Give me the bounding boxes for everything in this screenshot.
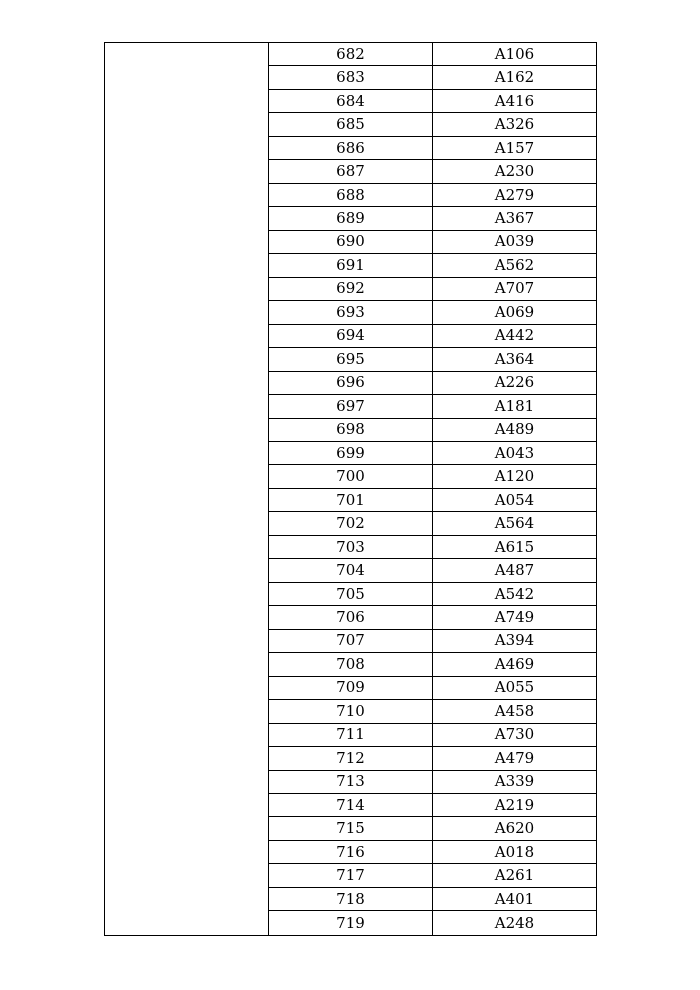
row-code-cell: A442 (494, 326, 535, 345)
table-row (269, 747, 596, 770)
row-code-cell: A069 (494, 302, 535, 321)
table-row (269, 395, 596, 418)
row-number-cell: 703 (269, 536, 433, 558)
row-code-cell: A157 (494, 138, 535, 157)
table-row (269, 184, 596, 207)
row-number-cell: 694 (269, 325, 433, 347)
table-row (269, 254, 596, 277)
row-number-cell: 685 (269, 113, 433, 135)
table-row (269, 113, 596, 136)
row-code-cell: A749 (494, 607, 535, 626)
row-number-cell: 683 (269, 66, 433, 88)
row-number-cell: 716 (269, 841, 433, 863)
row-number-cell: 712 (269, 747, 433, 769)
table-row (269, 911, 596, 934)
row-number-cell: 719 (269, 911, 433, 934)
row-number-cell: 711 (269, 724, 433, 746)
row-code-cell: A542 (494, 584, 535, 603)
row-number-cell: 688 (269, 184, 433, 206)
table-row (269, 606, 596, 629)
row-number-cell: 713 (269, 771, 433, 793)
row-code-cell: A279 (494, 185, 535, 204)
table-row (269, 465, 596, 488)
table-row (269, 66, 596, 89)
row-code-cell: A394 (494, 631, 535, 650)
row-code-cell: A054 (494, 490, 535, 509)
row-number-cell: 718 (269, 888, 433, 910)
table-row (269, 419, 596, 442)
table-row (269, 348, 596, 371)
row-code-cell: A181 (494, 396, 535, 415)
table-row (269, 559, 596, 582)
table-row (269, 43, 596, 66)
row-code-cell: A055 (494, 678, 535, 697)
table-row (269, 207, 596, 230)
row-number-cell: 704 (269, 559, 433, 581)
merged-first-column-cell (105, 43, 269, 935)
row-code-cell: A106 (494, 44, 535, 63)
table-row (269, 160, 596, 183)
row-code-cell: A367 (494, 209, 535, 228)
table-row (269, 724, 596, 747)
row-code-cell: A261 (494, 866, 535, 885)
table-row (269, 888, 596, 911)
table-row (269, 489, 596, 512)
row-number-cell: 699 (269, 442, 433, 464)
row-code-cell: A230 (494, 162, 535, 181)
table-row (269, 137, 596, 160)
table-row (269, 583, 596, 606)
number-code-table (104, 42, 597, 936)
row-number-cell: 705 (269, 583, 433, 605)
row-code-cell: A248 (494, 913, 535, 932)
table-row (269, 325, 596, 348)
table-row (269, 90, 596, 113)
row-code-cell: A730 (494, 725, 535, 744)
table-row (269, 536, 596, 559)
row-number-cell: 682 (269, 43, 433, 65)
row-number-cell: 710 (269, 700, 433, 722)
row-number-cell: 696 (269, 372, 433, 394)
row-number-cell: 701 (269, 489, 433, 511)
table-row (269, 301, 596, 324)
row-code-cell: A479 (494, 748, 535, 767)
row-code-cell: A707 (494, 279, 535, 298)
row-number-cell: 717 (269, 864, 433, 886)
table-row (269, 512, 596, 535)
row-number-cell: 695 (269, 348, 433, 370)
table-row (269, 278, 596, 301)
row-number-cell: 691 (269, 254, 433, 276)
row-number-cell: 692 (269, 278, 433, 300)
row-code-cell: A364 (494, 349, 535, 368)
row-code-cell: A043 (494, 443, 535, 462)
table-row (269, 700, 596, 723)
row-number-cell: 715 (269, 817, 433, 839)
row-code-cell: A219 (494, 795, 535, 814)
table-rows (269, 43, 596, 935)
row-number-cell: 708 (269, 653, 433, 675)
row-code-cell: A339 (494, 772, 535, 791)
row-code-cell: A039 (494, 232, 535, 251)
row-code-cell: A018 (494, 842, 535, 861)
row-number-cell: 702 (269, 512, 433, 534)
row-number-cell: 684 (269, 90, 433, 112)
row-number-cell: 689 (269, 207, 433, 229)
row-code-cell: A226 (494, 373, 535, 392)
table-row (269, 653, 596, 676)
row-code-cell: A620 (494, 819, 535, 838)
row-code-cell: A120 (494, 467, 535, 486)
table-row (269, 372, 596, 395)
row-number-cell: 698 (269, 419, 433, 441)
table-row (269, 442, 596, 465)
row-code-cell: A469 (494, 654, 535, 673)
row-number-cell: 709 (269, 677, 433, 699)
row-code-cell: A564 (494, 514, 535, 533)
row-code-cell: A162 (494, 68, 535, 87)
row-code-cell: A401 (494, 889, 535, 908)
table-row (269, 630, 596, 653)
row-number-cell: 700 (269, 465, 433, 487)
row-number-cell: 687 (269, 160, 433, 182)
table-row (269, 677, 596, 700)
row-code-cell: A489 (494, 420, 535, 439)
row-code-cell: A416 (494, 91, 535, 110)
row-number-cell: 686 (269, 137, 433, 159)
table-row (269, 231, 596, 254)
row-code-cell: A458 (494, 701, 535, 720)
row-number-cell: 706 (269, 606, 433, 628)
row-number-cell: 714 (269, 794, 433, 816)
row-number-cell: 690 (269, 231, 433, 253)
table-row (269, 794, 596, 817)
table-row (269, 771, 596, 794)
table-row (269, 841, 596, 864)
row-code-cell: A615 (494, 537, 535, 556)
row-code-cell: A326 (494, 115, 535, 134)
row-number-cell: 707 (269, 630, 433, 652)
row-code-cell: A487 (494, 561, 535, 580)
row-number-cell: 693 (269, 301, 433, 323)
row-number-cell: 697 (269, 395, 433, 417)
table-row (269, 817, 596, 840)
table-row (269, 864, 596, 887)
row-code-cell: A562 (494, 255, 535, 274)
